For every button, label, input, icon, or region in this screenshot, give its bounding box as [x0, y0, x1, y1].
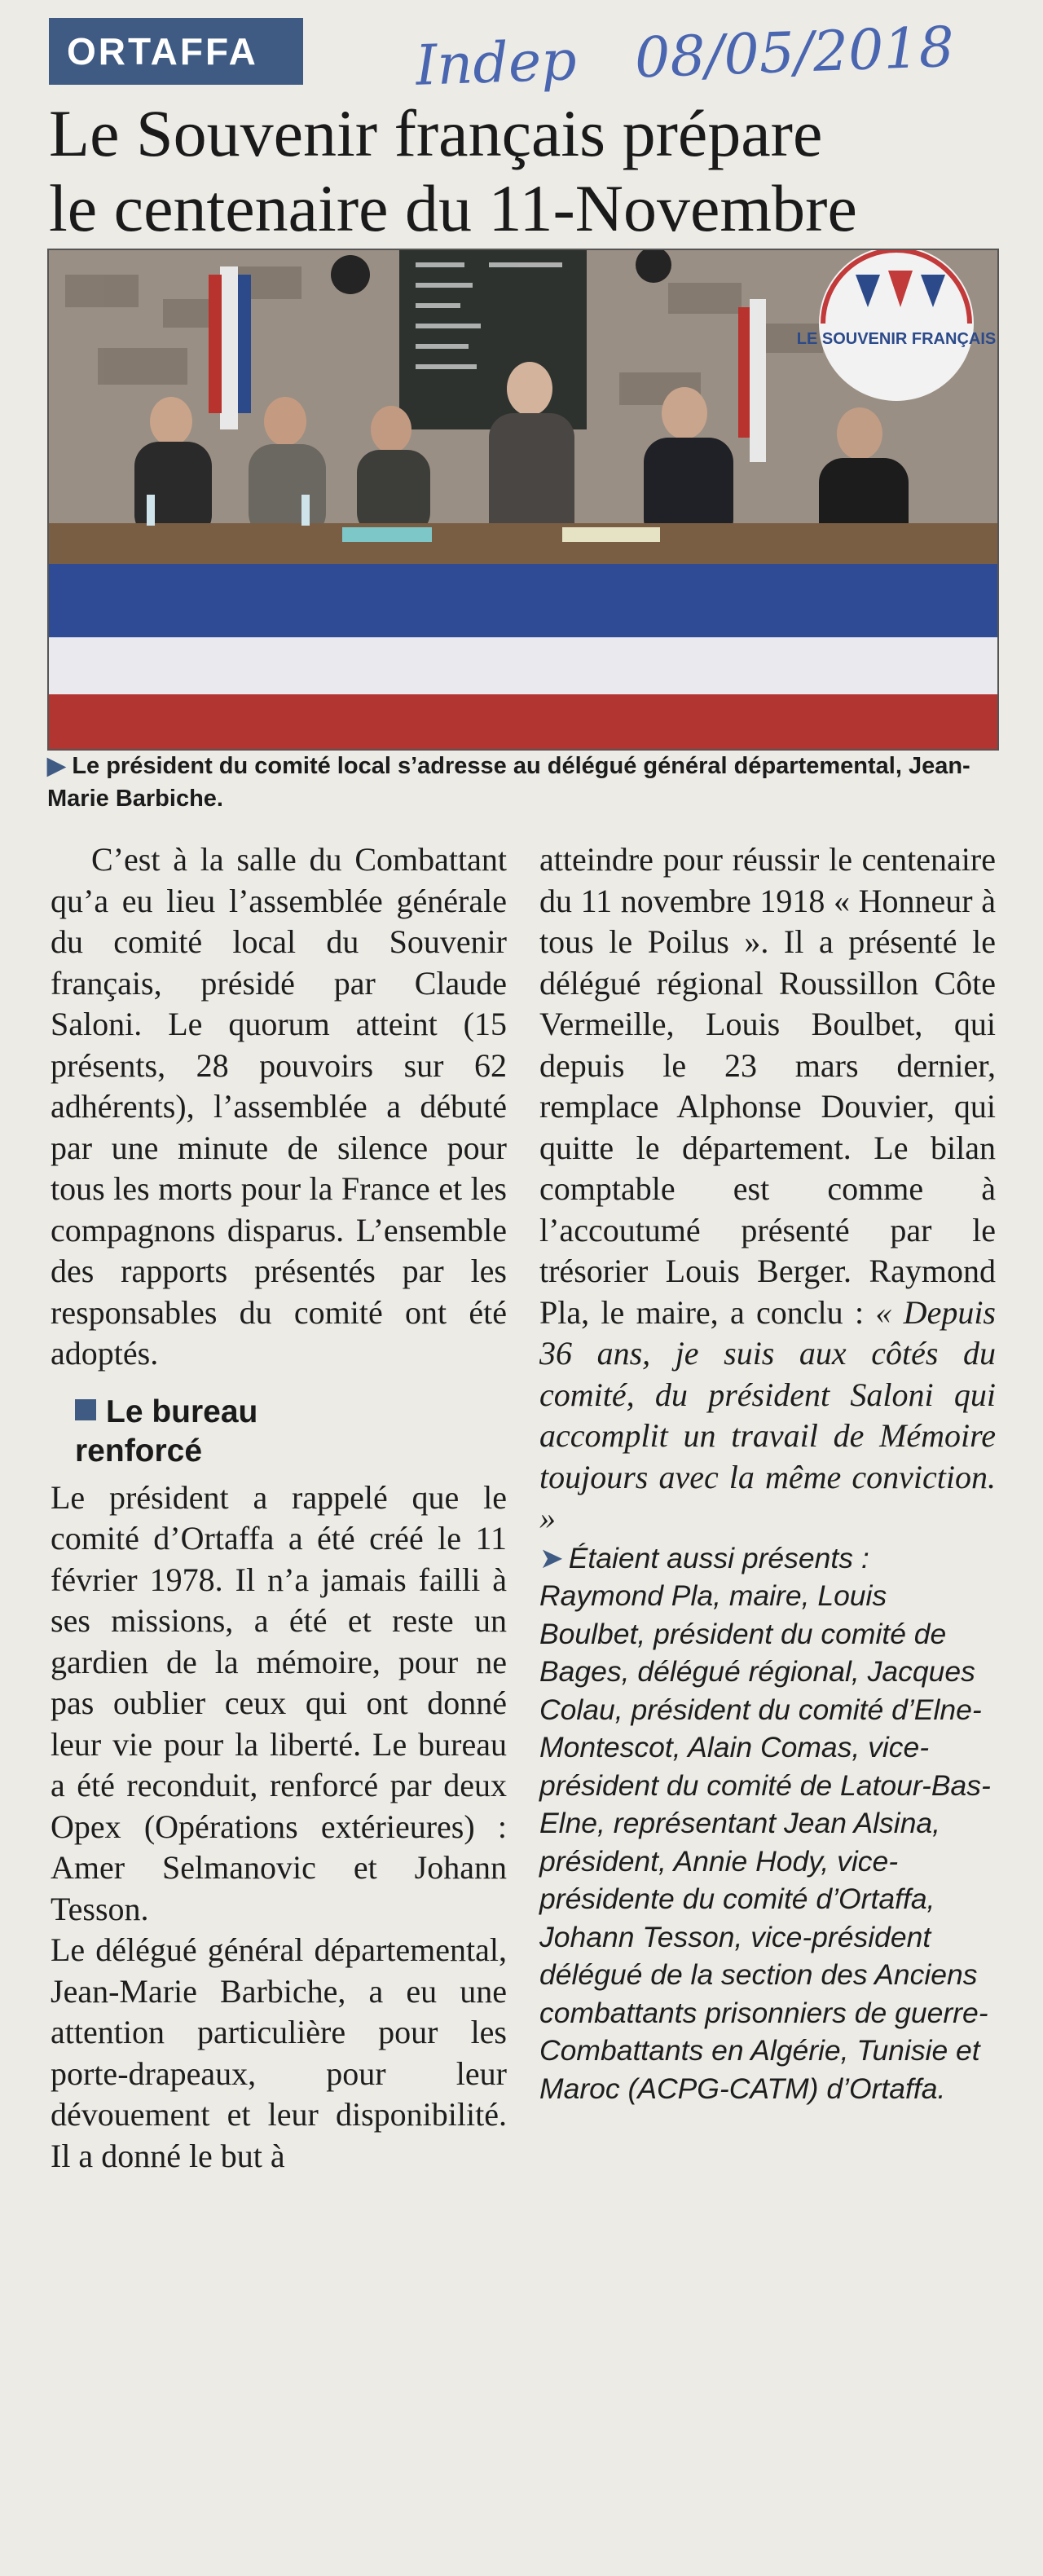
article-column-right	[539, 839, 996, 2107]
meeting-photo	[47, 249, 999, 751]
tablecloth-white	[49, 637, 997, 694]
caption-bullet-icon: ▶	[47, 753, 66, 779]
attendees-arrow-icon: ➤	[539, 1541, 564, 1574]
banner-text: LE SOUVENIR FRANÇAIS	[796, 330, 997, 348]
handwritten-date: 08/05/2018	[633, 15, 956, 91]
headline-line-1: Le Souvenir français prépare	[49, 96, 823, 170]
balloon	[331, 255, 370, 294]
photo-caption	[47, 750, 996, 815]
headline-line-2: le centenaire du 11-Novembre	[49, 171, 857, 245]
subheading-bureau	[75, 1393, 507, 1471]
section-tag: ORTAFFA	[49, 18, 303, 85]
blackboard	[399, 250, 587, 429]
paragraph-bureau: Le président a rappelé que le comité d’Ortaffa a été créé le 11 février 1978. Il n’a jamais failli à ses missions, a été et reste un gardien de la mémoire, pour ne pas oublier ceux qui ont donné leur vie pour la liberté. Le bureau a été reconduit, renforcé par deux Opex (Opérations extérieures) : Amer Selmanovic et Johann Tesson.	[51, 1478, 507, 1927]
paragraph-delegue: Le délégué général départemental, Jean-Marie Barbiche, a eu une attention particulière pour les porte-drapeaux, pour leur dévouement et leur disponibilité. Il a donné le but à	[51, 1931, 507, 2174]
attendees-note	[539, 1539, 996, 2108]
subheading-line-2: renforcé	[75, 1433, 203, 1469]
table-top	[49, 523, 997, 564]
article-column-left	[51, 839, 507, 2177]
subheading-line-1: Le bureau	[106, 1394, 258, 1429]
handwritten-source: Indep	[414, 28, 578, 99]
attendees-text: Étaient aussi présents : Raymond Pla, maire, Louis Boulbet, président du comité de Bages, délégué régional, Jacques Colau, président du comité d’Elne-Montescot, Alain Comas, vice-président du comité de Latour-Bas-Elne, représentant Jean Alsina, président, Annie Hody, vice-présidente du comité d’Ortaffa, Johann Tesson, vice-président délégué de la section des Anciens combattants prisonniers de guerre-Combattants en Algérie, Tunisie et Maroc (ACPG-CATM) d’Ortaffa.	[539, 1541, 991, 2105]
tablecloth-red	[49, 694, 997, 749]
mayor-quote: « Depuis 36 ans, je suis aux côtés du comité, du président Saloni qui accomplit un travail de Mémoire toujours avec la même conviction. »	[539, 1293, 997, 1536]
tablecloth-blue	[49, 564, 997, 637]
caption-text: Le président du comité local s’adresse au délégué général départemental, Jean-Marie Barbiche.	[47, 753, 970, 812]
paragraph-continued	[539, 839, 996, 1539]
paragraph-intro: C’est à la salle du Combattant qu’a eu lieu l’assemblée générale du comité local du Souvenir français, présidé par Claude Saloni. Le quorum atteint (15 présents, 28 pouvoirs sur 62 adhérents), l’assemblée a débuté par une minute de silence pour tous les morts pour la France et les compagnons disparus. L’ensemble des rapports présentés par les responsables du comité ont été adoptés.	[51, 841, 507, 1372]
headline	[49, 96, 1010, 246]
subheading-square-icon	[75, 1399, 96, 1420]
meeting-photo-illustration	[49, 250, 997, 749]
paragraph-continued-text: atteindre pour réussir le centenaire du 11 novembre 1918 « Honneur à tous le Poilus ». Il a présenté le délégué régional Roussillon Côte Vermeille, Louis Boulbet, qui depuis le 23 mars dernier, remplace Alphonse Douvier, qui quitte le département. Le bilan comptable est comme à l’accoutumé présenté par le trésorier Louis Berger. Raymond Pla, le maire, a conclu :	[539, 841, 996, 1331]
